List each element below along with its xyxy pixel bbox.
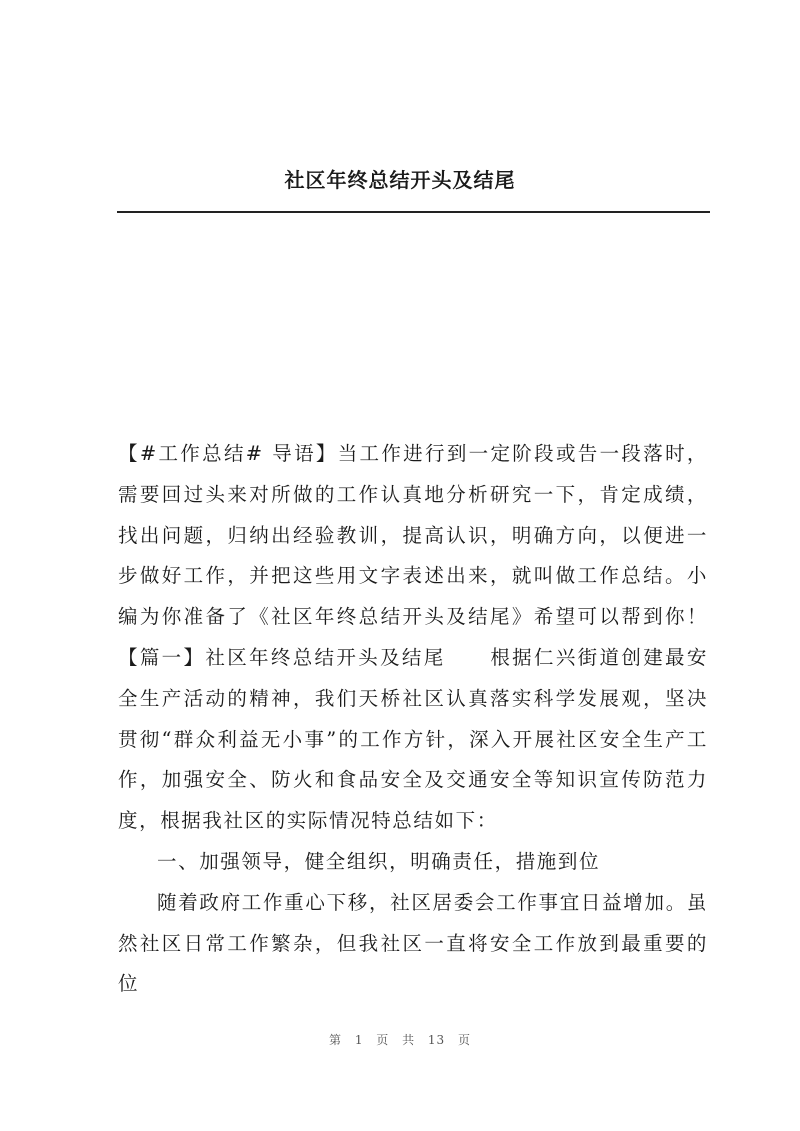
document-body [118,434,708,1005]
page-footer: 第 1 页 共 13 页 [329,1033,471,1047]
section-heading-1: 一、加强领导，健全组织，明确责任，措施到位 [157,849,601,873]
paragraph-intro-text: 【#工作总结# 导语】当工作进行到一定阶段或告一段落时，需要回过头来对所做的工作认真地分析研究一下，肯定成绩，找出问题，归纳出经验教训，提高认识，明确方向，以便进一步做好工作，并把这些用文字表述出来，就叫做工作总结。小编为你准备了《社区年终总结开头及结尾》希望可以帮到你！【篇一】社区年终总结开头及结尾 [118,442,708,669]
title-underline [117,211,710,213]
paragraph-intro [118,434,708,842]
paragraph-intro-continued: 根据仁兴街道创建最安全生产活动的精神，我们天桥社区认真落实科学发展观，坚决贯彻“群众利益无小事”的工作方针，深入开展社区安全生产工作，加强安全、防火和食品安全及交通安全等知识宣传防范力度，根据我社区的实际情况特总结如下： [118,645,708,833]
paragraph-section-1: 随着政府工作重心下移，社区居委会工作事宜日益增加。虽然社区日常工作繁杂，但我社区一直将安全工作放到最重要的位 [118,890,708,996]
document-title: 社区年终总结开头及结尾 [284,168,516,192]
